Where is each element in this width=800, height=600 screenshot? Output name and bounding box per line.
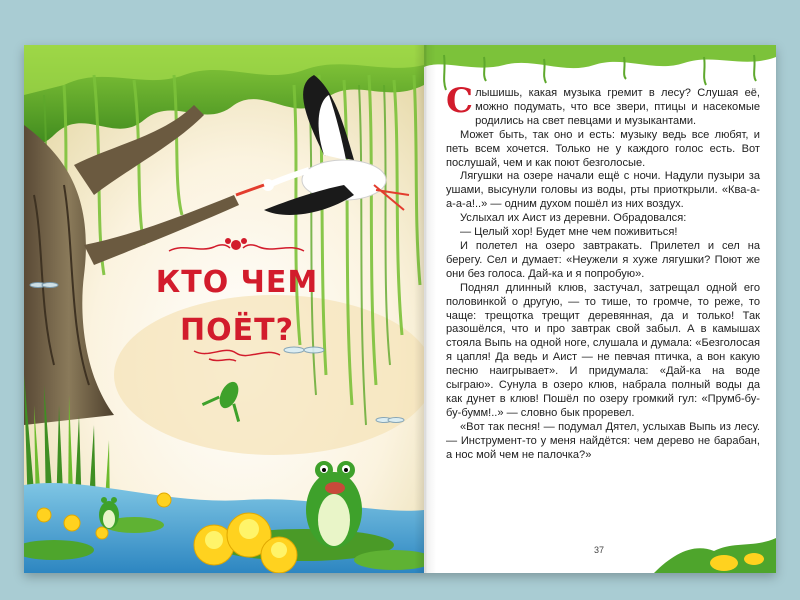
right-page-text (424, 45, 776, 573)
story-text (446, 81, 760, 462)
left-page-illustration (24, 45, 424, 573)
paragraph-6: И полетел на озеро завтракать. Прилетел и сел на берегу. Сел и думает: «Неужели я хуже лягушки? Поют же они без голоса. Дай-ка и я попробую». (446, 239, 760, 280)
story-title (152, 259, 322, 355)
drop-cap: С (446, 81, 474, 121)
book-spine-shadow (414, 45, 436, 573)
paragraph-2: Может быть, так оно и есть: музыку ведь все любят, и петь всем хочется. Только не у каждого голос есть. Вот послушай, чем и как поют безголосые. (446, 128, 760, 169)
story-title-line-1: КТО ЧЕМ (155, 265, 319, 300)
paragraph-3: Лягушки на озере начали ещё с ночи. Надули пузыри за ушами, высунули головы из воды, рты приоткрыли. «Ква-а-а-а-а!..» — одним духом пошёл из них воздух. (446, 170, 760, 211)
paragraph-5: — Целый хор! Будет мне чем поживиться! (460, 226, 678, 239)
paragraph-1: Слышишь, какая музыка гремит в лесу? Слушая её, можно подумать, что все звери, птицы и насекомые родились на свет певцами и музыкантами. (446, 81, 760, 127)
paragraph-8: «Вот так песня! — подумал Дятел, услыхав Выпь из лесу. — Инструмент-то у меня найдётся: чем дерево не барабан, а нос мой чем не палочка?» (446, 420, 760, 461)
paragraph-4: Услыхал их Аист из деревни. Обрадовался: (460, 212, 687, 225)
paragraph-7: Поднял длинный клюв, застучал, затрещал одной его половинкой о другую, — то тише, то громче, то реже, то чаще: трещотка трещит деревянная, да и только! Так разошёлся, что и про завтрак свой забыл. А в камышах стояла Выпь на одной ноге, слушала и думала: «Безголосая я цапля! Да ведь и Аист — не певчая птичка, а вон какую песню наигрывает». И придумала: «Дай-ка на воде сыграю». Сунула в озеро клюв, набрала полный воды да как дунет в клюв! Пошёл по озеру громкий гул: «Прумб-бу-бу-бумм!..» — словно бык проревел. (446, 281, 760, 419)
story-title-line-2: ПОЁТ? (180, 313, 294, 348)
page-number: 37 (593, 545, 604, 555)
book-spread (24, 45, 776, 573)
